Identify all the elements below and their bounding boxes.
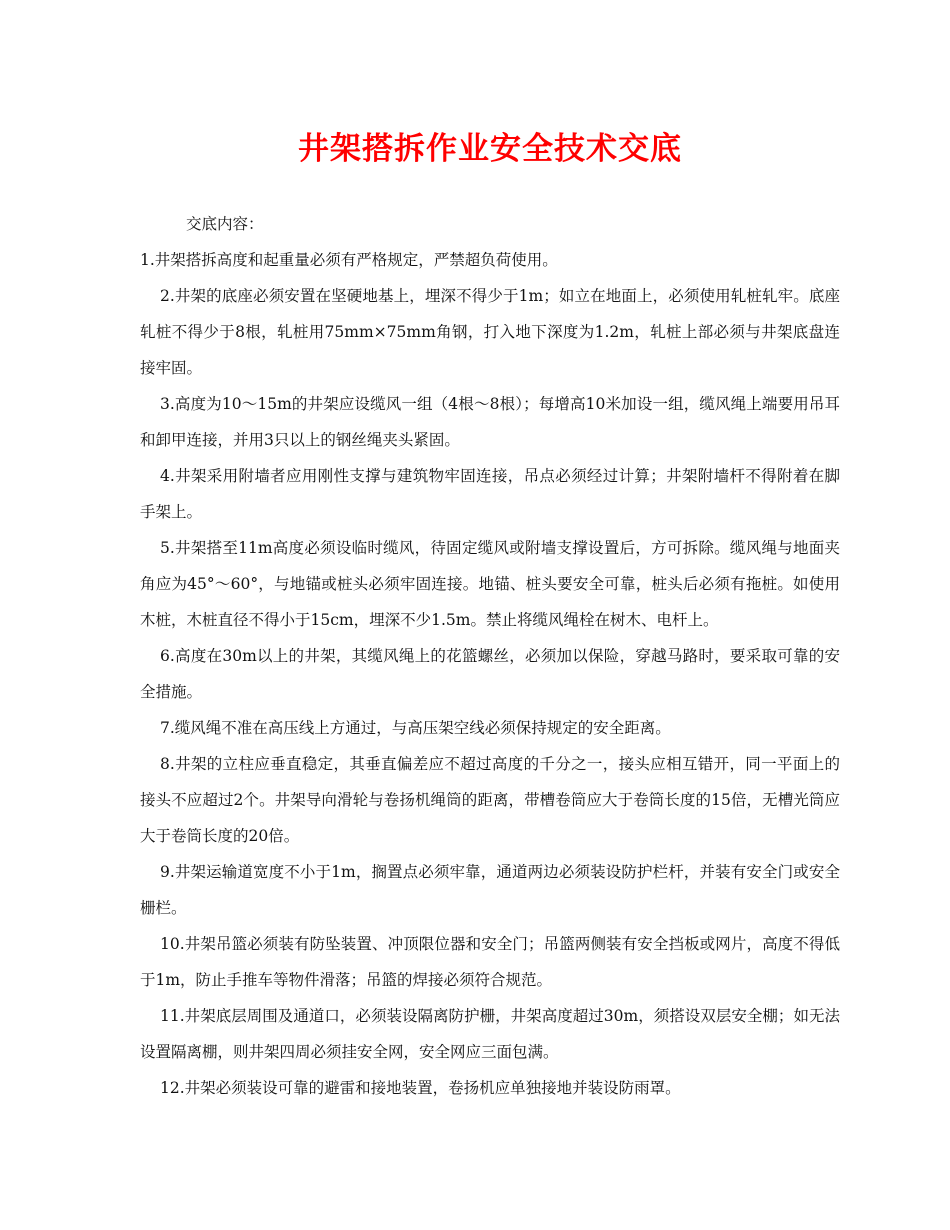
paragraph-3: 3.高度为10～15m的井架应设缆风一组（4根～8根）；每增高10米加设一组，缆风绳上端要用吊耳和卸甲连接，并用3只以上的钢丝绳夹头紧固。 [140,395,840,449]
document-title: 井架搭拆作业安全技术交底 [298,131,682,167]
document-body [140,206,840,1106]
paragraph-10: 10.井架吊篮必须装有防坠装置、冲顶限位器和安全门；吊篮两侧装有安全挡板或网片，高度不得低于1m，防止手推车等物件滑落；吊篮的焊接必须符合规范。 [140,935,840,989]
paragraph-1: 1.井架搭拆高度和起重量必须有严格规定，严禁超负荷使用。 [140,251,558,269]
paragraph-2: 2.井架的底座必须安置在坚硬地基上，埋深不得少于1m；如立在地面上，必须使用轧桩轧牢。底座轧桩不得少于8根，轧桩用75mm×75mm角钢，打入地下深度为1.2m，轧桩上部必须与井架底盘连接牢固。 [140,287,840,377]
paragraph-9: 9.井架运输道宽度不小于1m，搁置点必须牢靠，通道两边必须装设防护栏杆，并装有安全门或安全栅栏。 [140,863,840,917]
paragraph-6: 6.高度在30m以上的井架，其缆风绳上的花篮螺丝，必须加以保险，穿越马路时，要采取可靠的安全措施。 [140,647,840,701]
paragraph-12: 12.井架必须装设可靠的避雷和接地装置，卷扬机应单独接地并装设防雨罩。 [160,1079,681,1097]
paragraph-8: 8.井架的立柱应垂直稳定，其垂直偏差应不超过高度的千分之一，接头应相互错开，同一平面上的接头不应超过2个。井架导向滑轮与卷扬机绳筒的距离，带槽卷筒应大于卷筒长度的15倍，无槽光筒应大于卷筒长度的20倍。 [140,755,840,845]
paragraph-11: 11.井架底层周围及通道口，必须装设隔离防护栅，井架高度超过30m，须搭设双层安全棚；如无法设置隔离棚，则井架四周必须挂安全网，安全网应三面包满。 [140,1007,840,1061]
paragraph-4: 4.井架采用附墙者应用刚性支撑与建筑物牢固连接，吊点必须经过计算；井架附墙杆不得附着在脚手架上。 [140,467,840,521]
intro-label: 交底内容： [186,215,264,233]
paragraph-7: 7.缆风绳不准在高压线上方通过，与高压架空线必须保持规定的安全距离。 [160,719,671,737]
paragraph-5: 5.井架搭至11m高度必须设临时缆风，待固定缆风或附墙支撑设置后，方可拆除。缆风绳与地面夹角应为45°～60°，与地锚或桩头必须牢固连接。地锚、桩头要安全可靠，桩头后必须有拖桩。如使用木桩，木桩直径不得小于15cm，埋深不少1.5m。禁止将缆风绳栓在树木、电杆上。 [140,539,840,629]
